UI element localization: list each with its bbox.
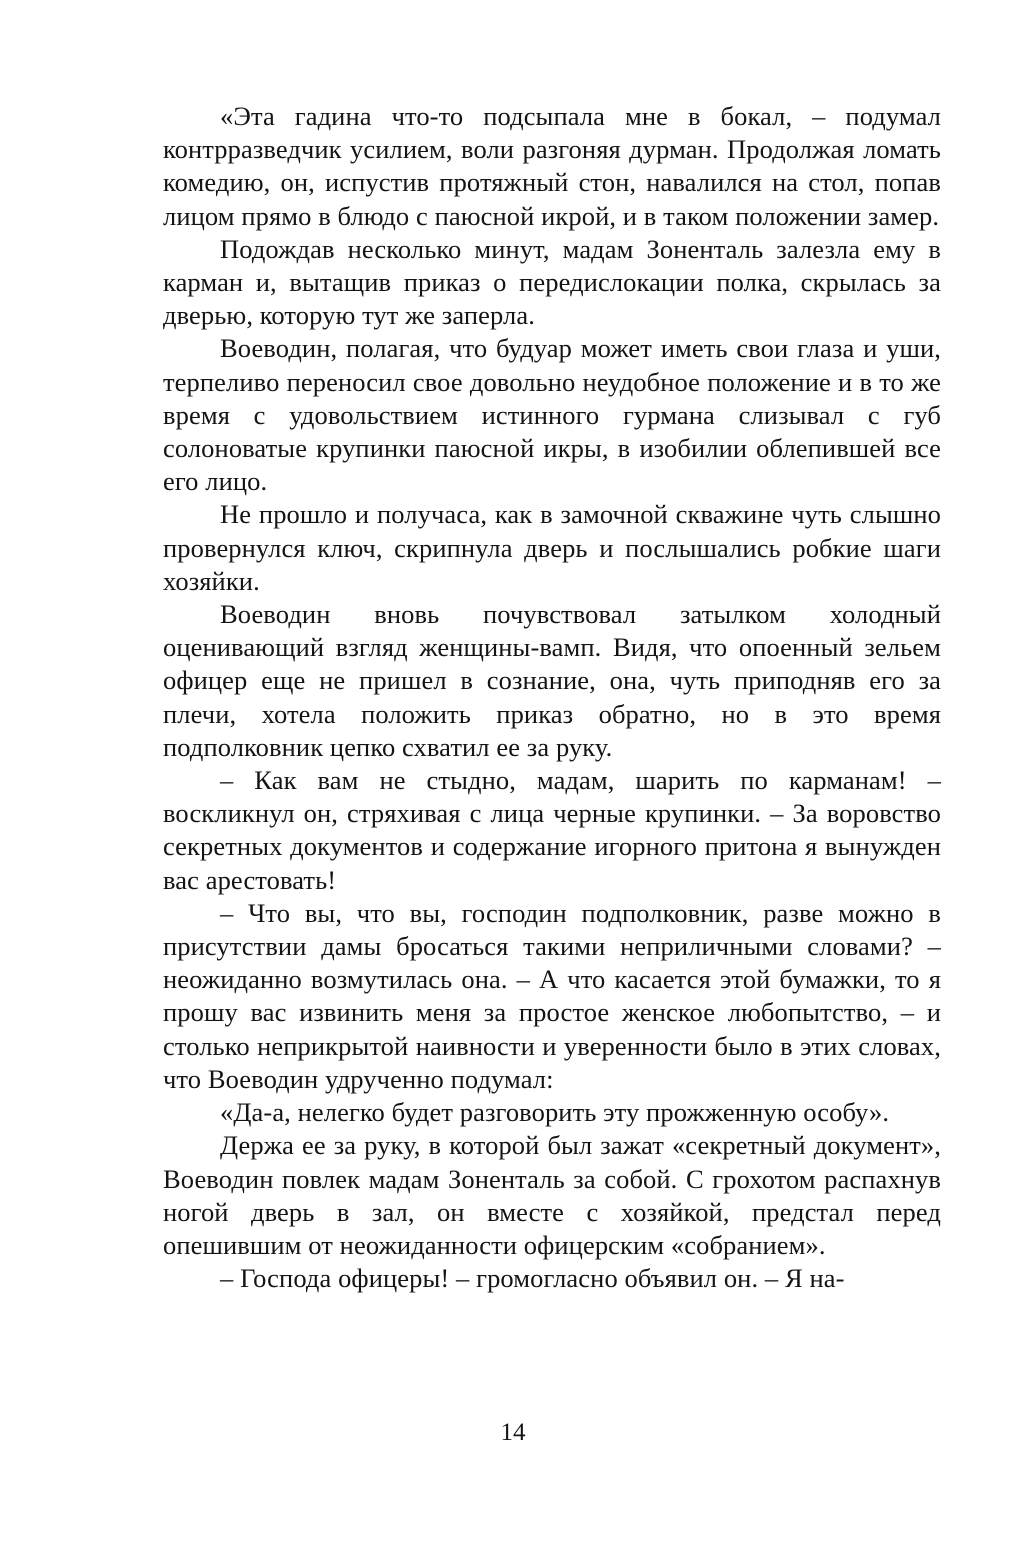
paragraph: Держа ее за руку, в которой был зажат «секретный документ», Воеводин повлек мадам Зоненталь за собой. С грохотом распахнув ногой дверь в зал, он вместе с хозяйкой, предстал перед опешившим от неожиданности офицерским «собранием». [163, 1130, 941, 1260]
paragraph: – Господа офицеры! – громогласно объявил он. – Я на- [220, 1263, 845, 1294]
paragraph: Подождав несколько минут, мадам Зоненталь залезла ему в карман и, вытащив приказ о передислокации полка, скрылась за дверью, которую тут же заперла. [163, 233, 941, 331]
paragraph: – Что вы, что вы, господин подполковник, разве можно в присутствии дамы бросаться такими неприличными словами? – неожиданно возмутилась она. – А что касается этой бумажки, то я прошу вас извинить меня за простое женское любопытство, – и столько неприкрытой наивности и уверенности было в этих словах, что Воеводин удрученно подумал: [163, 897, 941, 1094]
paragraph: Воеводин вновь почувствовал затылком холодный оценивающий взгляд женщины-вамп. Видя, что опоенный зельем офицер еще не пришел в сознание, она, чуть приподняв его за плечи, хотела положить приказ обратно, но в это время подполковник цепко схватил ее за руку. [163, 599, 941, 762]
paragraph: Не прошло и получаса, как в замочной скважине чуть слышно провернулся ключ, скрипнула дверь и послышались робкие шаги хозяйки. [163, 499, 941, 596]
page-number: 14 [500, 1419, 526, 1446]
paragraph: «Да-а, нелегко будет разговорить эту прожженную особу». [220, 1097, 890, 1128]
paragraph: Воеводин, полагая, что будуар может иметь свои глаза и уши, терпеливо переносил свое довольно неудобное положение и в то же время с удовольствием истинного гурмана слизывал с губ солоноватые крупинки паюсной икры, в изобилии облепившей все его лицо. [163, 333, 941, 497]
paragraph: – Как вам не стыдно, мадам, шарить по карманам! – воскликнул он, стряхивая с лица черные крупинки. – За воровство секретных документов и содержание игорного притона я вынужден вас арестовать! [163, 765, 941, 895]
paragraph: «Эта гадина что-то подсыпала мне в бокал, – подумал контрразведчик усилием, воли разгоняя дурман. Продолжая ломать комедию, он, испустив протяжный стон, навалился на стол, попав лицом прямо в блюдо с паюсной икрой, и в таком положении замер. [163, 101, 941, 231]
page-body [163, 100, 941, 1295]
